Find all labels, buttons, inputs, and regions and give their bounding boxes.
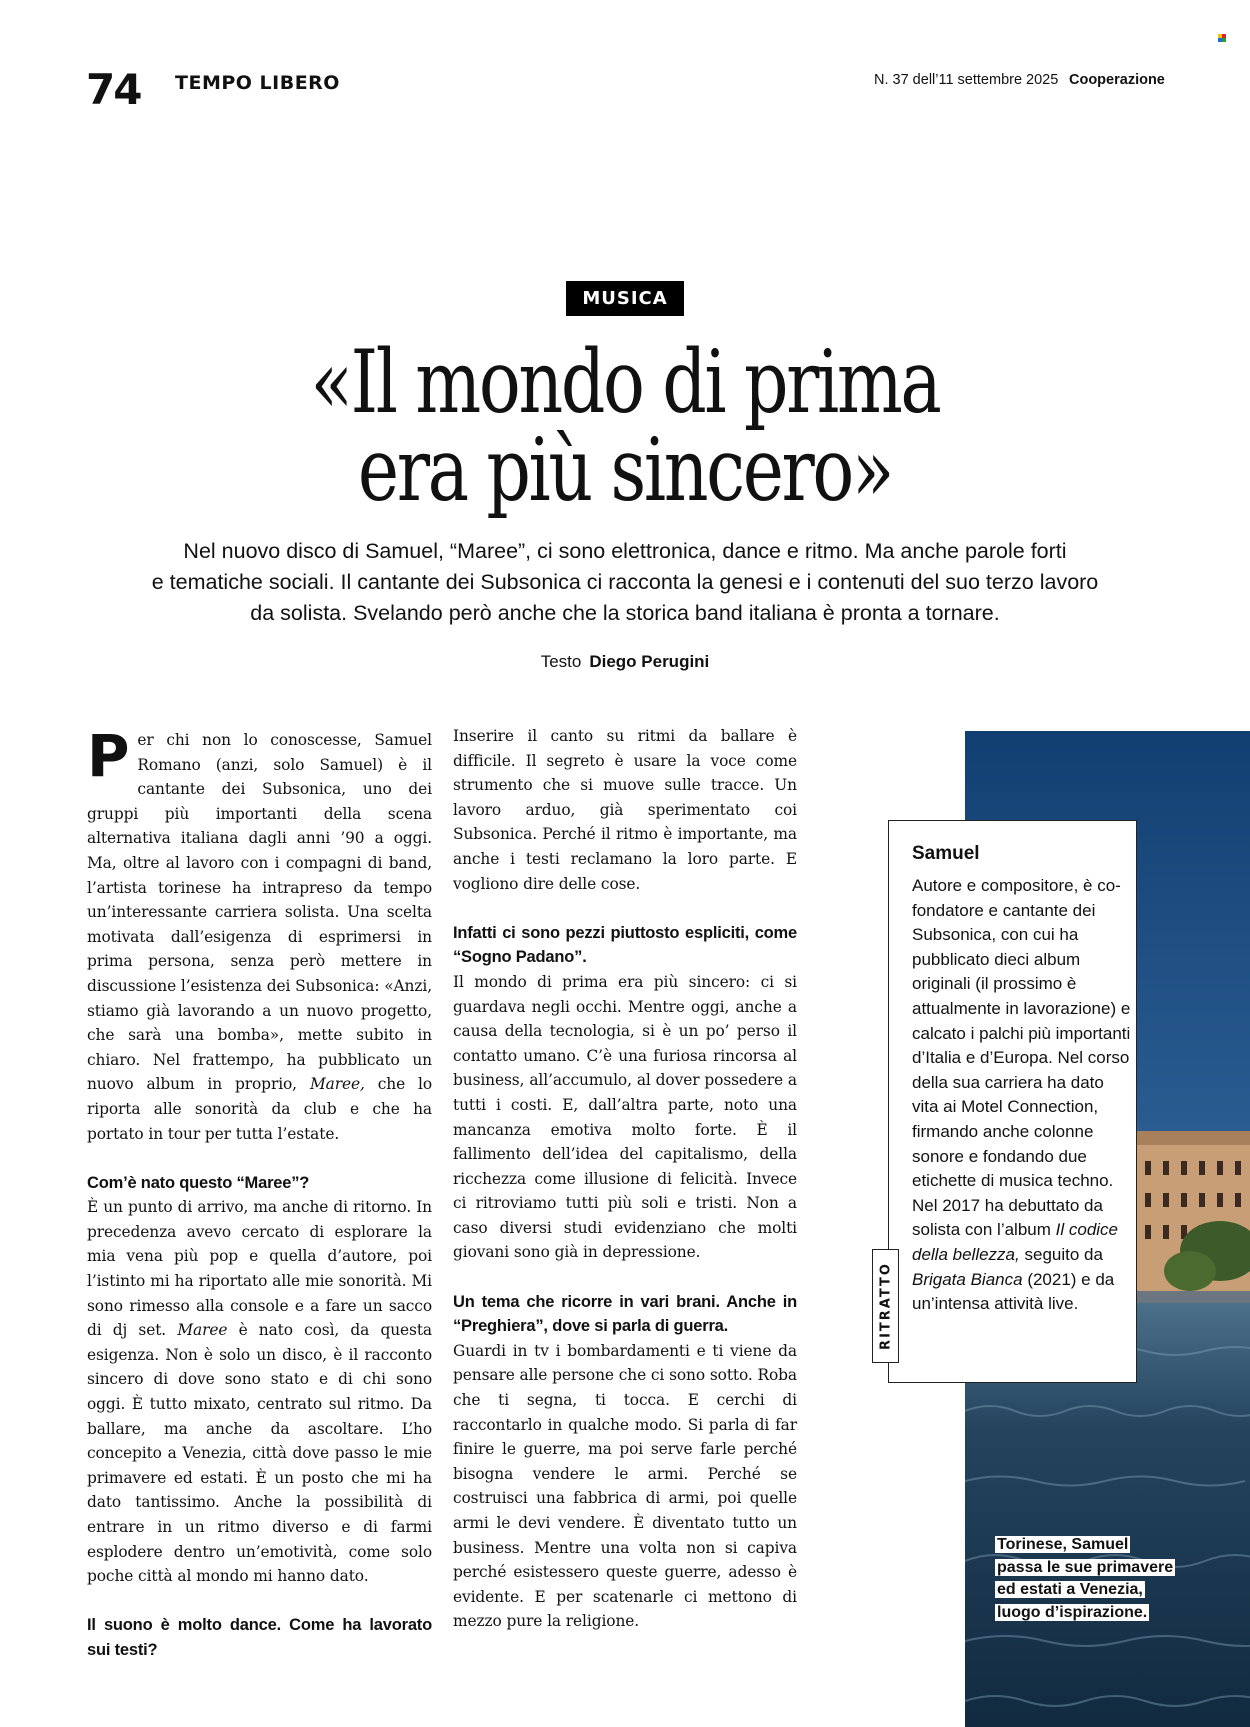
headline-line-2: era più sincero» bbox=[357, 419, 893, 521]
sidebar-tag: RITRATTO bbox=[878, 1262, 893, 1350]
answer-1: È un punto di arrivo, ma anche di ritorno. In precedenza avevo cercato di esplorare la mia vena più pop e quella d’autore, poi l’istinto mi ha riportato alle mie sonorità. Mi sono rimesso alla console e a fare un sacco di dj set. Maree è nato così, da questa esigenza. Non è solo un disco, è il racconto sincero di dove sono stato e di chi sono oggi. È tutto mixato, centrato sul ritmo. Da ballare, ma anche da ascoltare. L’ho concepito a Venezia, città dove passo le mie primavere ed estati. È un posto che mi ha dato tantissimo. Anche la possibilità di entrare in un ritmo diverso e di farmi esplodere dentro un’emotività, come solo poche città al mondo mi hanno dato. bbox=[87, 1198, 433, 1586]
standfirst bbox=[125, 536, 1125, 629]
sidebar-title: Samuel bbox=[912, 843, 980, 864]
category-kicker: MUSICA bbox=[566, 281, 684, 316]
answer-4: Guardi in tv i bombardamenti e ti viene da pensare alle persone che ci sono sotto. Roba che ti segna, ti tocca. E cerchi di raccontarlo in qualche modo. Si parla di far finire le guerre, ma poi serve farle perché bisogna vendere le armi. Perché se costruisci una fabbrica di armi, poi quelle armi le devi vendere. È diventato tutto un business. Mentre una volta non si capiva perché esistessero queste guerre, adesso è evidente. E per scatenarle ci mettono di mezzo pure la religione. bbox=[453, 1341, 797, 1631]
question-3: Infatti ci sono pezzi piuttosto espliciti, come “Sogno Padano”. bbox=[453, 923, 797, 967]
answer-2: Inserire il canto su ritmi da ballare è difficile. Il segreto è usare la voce come strumento che si muove sulle tracce. Un lavoro arduo, già sperimentato coi Subsonica. Perché il ritmo è importante, ma anche i testi reclamano la loro parte. E vogliono dire delle cose. bbox=[453, 727, 797, 893]
album-title: Maree, bbox=[309, 1075, 365, 1094]
article-column-1 bbox=[87, 722, 433, 1663]
headline-line-1: «Il mondo di prima bbox=[310, 331, 940, 433]
answer-3: Il mondo di prima era più sincero: ci si guardava negli occhi. Mentre oggi, anche a causa della tecnologia, si è un po’ perso il contatto umano. C’è una furiosa rincorsa al business, all’accumulo, al dover possedere a tutti i costi. E, dall’altra parte, noto una mancanza emotiva molto forte. È il fallimento dell’idea del capitalismo, della ricchezza come illusione di felicità. Invece ci ritroviamo tutti più soli e tristi. Non a caso diversi studi evidenziano che molti giovani sono già in depressione. bbox=[453, 972, 797, 1262]
album-title: Brigata Bianca bbox=[912, 1269, 1023, 1289]
color-registration-mark bbox=[1218, 34, 1227, 42]
standfirst-line-1: Nel nuovo disco di Samuel, “Maree”, ci sono elettronica, dance e ritmo. Ma anche parole forti bbox=[183, 539, 1067, 563]
standfirst-line-3: da solista. Svelando però anche che la storica band italiana è pronta a tornare. bbox=[250, 601, 1000, 625]
page-number: 74 bbox=[86, 65, 141, 114]
byline bbox=[0, 652, 1250, 672]
headline bbox=[125, 331, 1125, 521]
article-column-2 bbox=[453, 724, 797, 1634]
album-title: Maree bbox=[177, 1321, 228, 1340]
byline-author: Diego Perugini bbox=[589, 652, 710, 671]
standfirst-line-2: e tematiche sociali. Il cantante dei Subsonica ci racconta la genesi e i contenuti del suo terzo lavoro bbox=[151, 570, 1099, 594]
question-1: Com’è nato questo “Maree”? bbox=[87, 1173, 310, 1192]
question-2: Il suono è molto dance. Come ha lavorato sui testi? bbox=[87, 1616, 432, 1659]
drop-cap: P bbox=[87, 722, 130, 790]
album-title: Il codice della bellezza, bbox=[912, 1220, 1119, 1264]
question-4: Un tema che ricorre in vari brani. Anche in “Preghiera”, dove si parla di guerra. bbox=[453, 1292, 797, 1336]
photo-caption: Torinese, Samuel passa le sue primavere ed estati a Venezia, luogo d’ispirazione. bbox=[997, 1536, 1174, 1621]
issue-date: N. 37 dell’11 settembre 2025 bbox=[874, 72, 1059, 88]
byline-label: Testo bbox=[540, 652, 582, 671]
publication-name: Cooperazione bbox=[1069, 72, 1165, 88]
sidebar-body: Autore e compositore, è co-fondatore e cantante dei Subsonica, con cui ha pubblicato dieci album originali (il prossimo è attualmente in lavorazione) e calcato i palchi più importanti d’Italia e d’Europa. Nel corso della sua carriera ha dato vita ai Motel Connection, firmando anche colonne sonore e fondando due etichette di musica techno. Nel 2017 ha debuttato da solista con l’album Il codice della bellezza, seguito da Brigata Bianca (2021) e da un’intensa attività live. bbox=[912, 876, 1131, 1314]
section-label: TEMPO LIBERO bbox=[175, 72, 340, 94]
intro-paragraph: Per chi non lo conoscesse, Samuel Romano (anzi, solo Samuel) è il cantante dei Subsonica, uno dei gruppi più importanti della scena alternativa italiana dagli anni ’90 a oggi. Ma, oltre al lavoro con i compagni di band, l’artista torinese ha intrapreso da tempo un’interessante carriera solista. Una scelta motivata dall’esigenza di esprimersi in prima persona, senza però mettere in discussione l’esistenza dei Subsonica: «Anzi, stiamo già lavorando a un nuovo progetto, che sarà una bomba», mette subito in chiaro. Nel frattempo, ha pubblicato un nuovo album in proprio, Maree, che lo riporta alle sonorità da club e che ha portato in tour per tutta l’estate. bbox=[87, 722, 433, 1143]
